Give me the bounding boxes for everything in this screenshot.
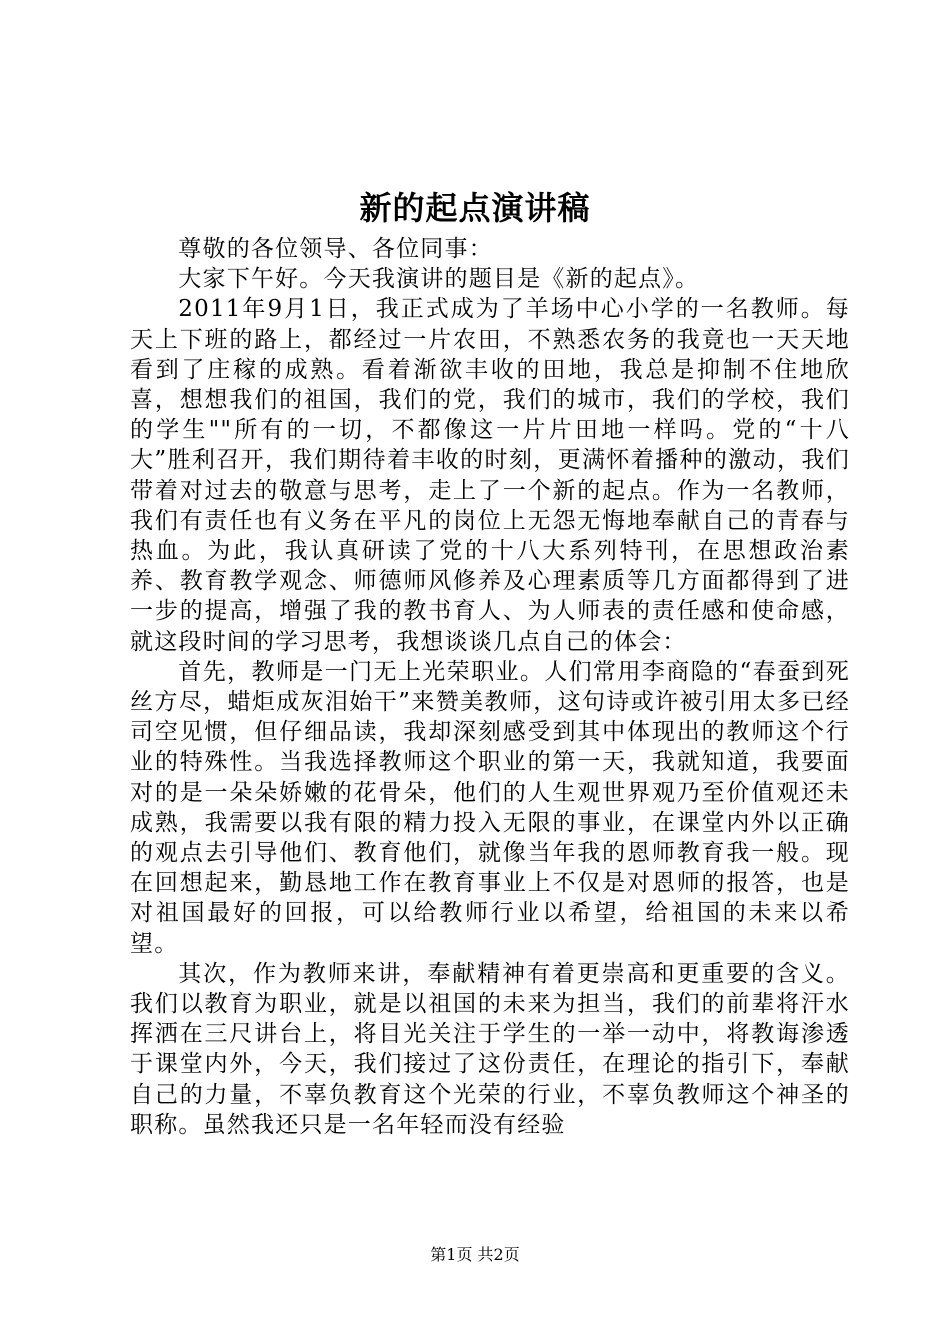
- salutation-paragraph: 尊敬的各位领导、各位同事：: [178, 236, 493, 262]
- body-paragraph-intro: 2011年9月1日，我正式成为了羊场中心小学的一名教师。每天上下班的路上，都经过一片农田，不熟悉农务的我竟也一天天地看到了庄稼的成熟。看着渐欲丰收的田地，我总是抑制不住地欣喜，想想我们的祖国，我们的党，我们的城市，我们的学校，我们的学生""所有的一切，不都像这一片片田地一样吗。党的“十八大”胜利召开，我们期待着丰收的时刻，更满怀着播种的激动，我们带着对过去的敬意与思考，走上了一个新的起点。作为一名教师，我们有责任也有义务在平凡的岗位上无怨无悔地奉献自己的青春与热血。为此，我认真研读了党的十八大系列特刊，在思想政治素养、教育教学观念、师德师风修养及心理素质等几方面都得到了进一步的提高，增强了我的教书育人、为人师表的责任感和使命感，就这段时间的学习思考，我想谈谈几点自己的体会：: [130, 296, 850, 655]
- document-body: [130, 234, 850, 1140]
- page-title: 新的起点演讲稿: [359, 189, 591, 227]
- page-number-footer: 第1页 共2页: [430, 1245, 520, 1264]
- greeting-paragraph: 大家下午好。今天我演讲的题目是《新的起点》。: [178, 266, 700, 293]
- body-paragraph-first-point: 首先，教师是一门无上光荣职业。人们常用李商隐的“春蚕到死丝方尽，蜡炬成灰泪始干”来赞美教师，这句诗或许被引用太多已经司空见惯，但仔细品读，我却深刻感受到其中体现出的教师这个行业的特殊性。当我选择教师这个职业的第一天，我就知道，我要面对的是一朵朵娇嫩的花骨朵，他们的人生观世界观乃至价值观还未成熟，我需要以我有限的精力投入无限的事业，在课堂内外以正确的观点去引导他们、教育他们，就像当年我的恩师教育我一般。现在回想起来，勤恳地工作在教育事业上不仅是对恩师的报答，也是对祖国最好的回报，可以给教师行业以希望，给祖国的未来以希望。: [130, 658, 850, 957]
- body-paragraph-second-point: 其次，作为教师来讲，奉献精神有着更崇高和更重要的含义。我们以教育为职业，就是以祖国的未来为担当，我们的前辈将汗水挥洒在三尺讲台上，将目光关注于学生的一举一动中，将教诲渗透于课堂内外，今天，我们接过了这份责任，在理论的指引下，奉献自己的力量，不辜负教育这个光荣的行业，不辜负教师这个神圣的职称。虽然我还只是一名年轻而没有经验: [130, 960, 850, 1138]
